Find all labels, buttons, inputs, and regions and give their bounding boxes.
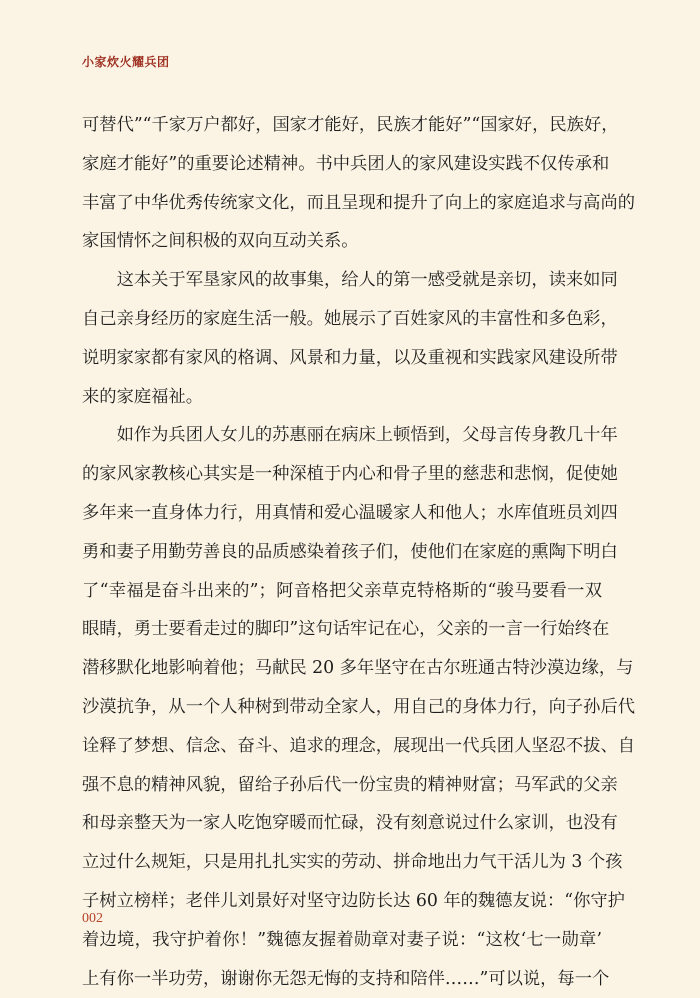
running-header: 小家炊火耀兵团 [82,55,170,69]
body-text [82,106,636,998]
text-line: 来的家庭福祉。 [82,386,203,407]
text-line: 多年来一直身体力行，用真情和爱心温暖家人和他人；水库值班员刘四 [82,502,618,523]
text-line: 丰富了中华优秀传统家文化，而且呈现和提升了向上的家庭追求与高尚的 [82,192,636,213]
text-line: 和母亲整天为一家人吃饱穿暖而忙碌，没有刻意说过什么家训，也没有 [82,813,618,834]
text-line: 家国情怀之间积极的双向互动关系。 [82,231,359,252]
text-line: 说明家家都有家风的格调、风景和力量，以及重视和实践家风建设所带 [82,347,618,368]
text-line: 勇和妻子用勤劳善良的品质感染着孩子们，使他们在家庭的熏陶下明白 [82,541,618,562]
text-line: 如作为兵团人女儿的苏惠丽在病床上顿悟到，父母言传身教几十年 [82,425,618,446]
text-line: 潜移默化地影响着他；马献民 20 多年坚守在古尔班通古特沙漠边缘，与 [82,658,634,679]
text-line: 眼睛，勇士要看走过的脚印”这句话牢记在心，父亲的一言一行始终在 [82,619,610,640]
text-line: 子树立榜样；老伴儿刘景好对坚守边防长达 60 年的魏德友说：“你守护 [82,890,625,911]
text-line: 可替代”“千家万户都好，国家才能好，民族才能好”“国家好，民族好， [82,115,619,135]
text-line: 家庭才能好”的重要论述精神。书中兵团人的家风建设实践不仅传承和 [82,153,610,174]
text-line: 立过什么规矩，只是用扎扎实实的劳动、拼命地出力气干活儿为 3 个孩 [82,852,623,873]
text-line: 自己亲身经历的家庭生活一般。她展示了百姓家风的丰富性和多色彩， [82,308,618,329]
text-line: 的家风家教核心其实是一种深植于内心和骨子里的慈悲和悲悯，促使她 [82,464,618,485]
text-line: 了“幸福是奋斗出来的”；阿音格把父亲草克特格斯的“骏马要看一双 [82,580,602,601]
text-line: 着边境，我守护着你！”魏德友握着勋章对妻子说：“这枚‘七一勋章’ [82,929,602,950]
text-line: 诠释了梦想、信念、奋斗、追求的理念，展现出一代兵团人坚忍不拔、自 [82,735,636,756]
text-line: 强不息的精神风貌，留给子孙后代一份宝贵的精神财富；马军武的父亲 [82,774,618,795]
text-line: 这本关于军垦家风的故事集，给人的第一感受就是亲切，读来如同 [82,270,618,291]
text-line: 上有你一半功劳，谢谢你无怨无悔的支持和陪伴……”可以说，每一个 [82,968,610,989]
text-line: 沙漠抗争，从一个人种树到带动全家人，用自己的身体力行，向子孙后代 [82,696,636,717]
page-number: 002 [82,911,103,926]
